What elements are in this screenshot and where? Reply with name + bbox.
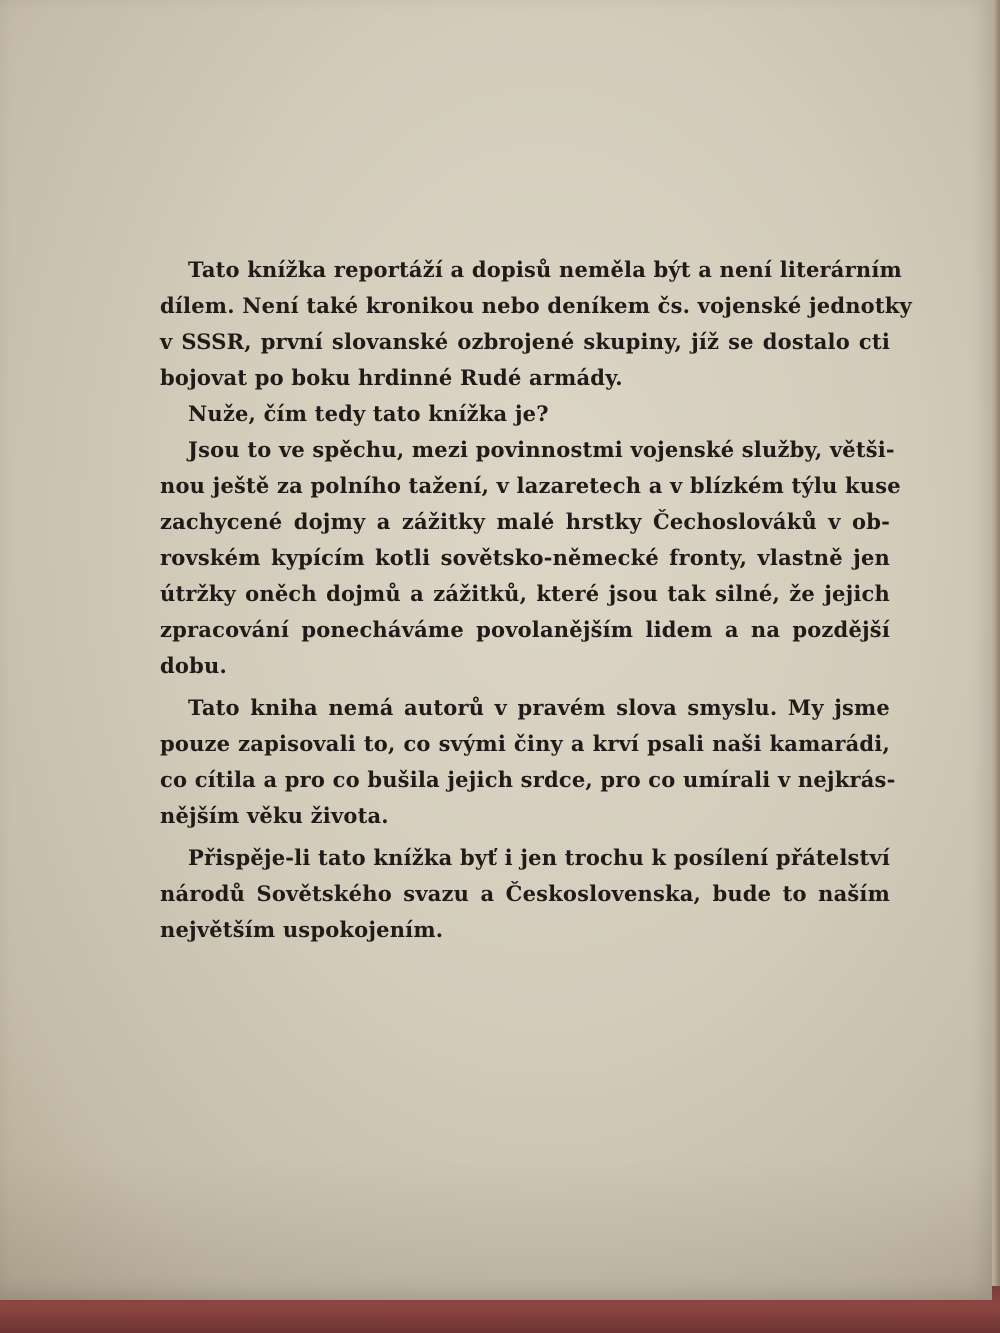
- text-line: nějším věku života.: [160, 803, 389, 828]
- paragraph: [160, 252, 912, 396]
- text-line: nou ještě za polního tažení, v lazaretech a v blízkém týlu kuse: [160, 473, 901, 498]
- text-line: útržky oněch dojmů a zážitků, které jsou tak silné, že jejich: [160, 581, 890, 606]
- text-line: rovském kypícím kotli sovětsko-německé fronty, vlastně jen: [160, 545, 890, 570]
- paragraph: [160, 690, 896, 834]
- paragraph: [160, 840, 890, 948]
- text-line: bojovat po boku hrdinné Rudé armády.: [160, 365, 623, 390]
- text-line: největším uspokojením.: [160, 917, 444, 942]
- page-text: [160, 252, 912, 948]
- text-line: dobu.: [160, 653, 227, 678]
- text-line: co cítila a pro co bušila jejich srdce, pro co umírali v nejkrás-: [160, 767, 896, 792]
- text-line: zpracování ponecháváme povolanějším lidem a na pozdější: [160, 617, 890, 642]
- text-line: Přispěje-li tato knížka byť i jen trochu k posílení přátelství: [188, 845, 891, 870]
- text-line: dílem. Není také kronikou nebo deníkem čs. vojenské jednotky: [160, 293, 912, 318]
- text-line: Nuže, čím tedy tato knížka je?: [188, 401, 549, 426]
- text-line: Tato knížka reportáží a dopisů neměla být a není literárním: [188, 257, 902, 282]
- text-line: pouze zapisovali to, co svými činy a krví psali naši kamarádi,: [160, 731, 890, 756]
- text-line: v SSSR, první slovanské ozbrojené skupiny, jíž se dostalo cti: [160, 329, 890, 354]
- text-line: národů Sovětského svazu a Československa, bude to naším: [160, 881, 890, 906]
- text-line: Tato kniha nemá autorů v pravém slova smyslu. My jsme: [188, 695, 890, 720]
- page-shadow: [0, 1160, 992, 1300]
- paragraph: [160, 432, 901, 684]
- text-line: zachycené dojmy a zážitky malé hrstky Čechoslováků v ob-: [160, 509, 890, 534]
- paragraph: [160, 396, 890, 432]
- text-line: Jsou to ve spěchu, mezi povinnostmi vojenské služby, větši-: [188, 437, 895, 462]
